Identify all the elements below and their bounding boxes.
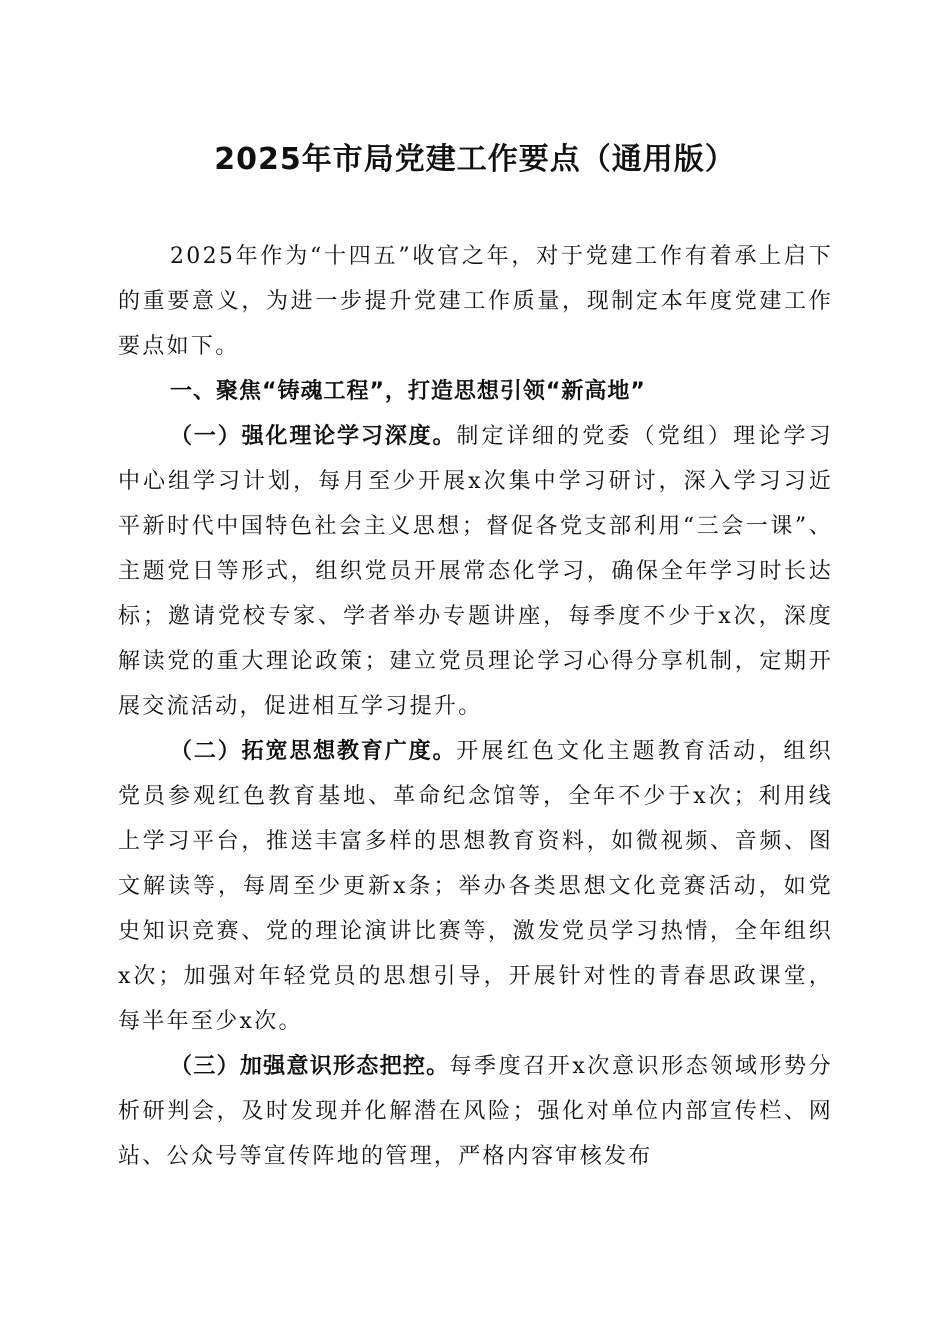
item-text: 制定详细的党委（党组）理论学习中心组学习计划，每月至少开展x次集中学习研讨，深入学习习近平新时代中国特色社会主义思想；督促各党支部利用“三会一课”、主题党日等形式，组织党员开展常态化学习，确保全年学习时长达标；邀请党校专家、学者举办专题讲座，每季度不少于x次，深度解读党的重大理论政策；建立党员理论学习心得分享机制，定期开展交流活动，促进相互学习提升。 (118, 424, 833, 719)
intro-paragraph: 2025年作为“十四五”收官之年，对于党建工作有着承上启下的重要意义，为进一步提升党建工作质量，现制定本年度党建工作要点如下。 (118, 244, 833, 359)
item-paragraph (118, 414, 833, 729)
document-title: 2025年市局党建工作要点（通用版） (214, 142, 736, 177)
item-lead: （一）强化理论学习深度。 (170, 424, 457, 449)
item-paragraph (118, 1044, 833, 1179)
section-heading: 一、聚焦“铸魂工程”，打造思想引领“新高地” (170, 379, 646, 404)
item-text: 开展红色文化主题教育活动，组织党员参观红色教育基地、革命纪念馆等，全年不少于x次；利用线上学习平台，推送丰富多样的思想教育资料，如微视频、音频、图文解读等，每周至少更新x条；举办各类思想文化竞赛活动，如党史知识竞赛、党的理论演讲比赛等，激发党员学习热情，全年组织x次；加强对年轻党员的思想引导，开展针对性的青春思政课堂，每半年至少x次。 (118, 739, 833, 1034)
item-lead: （二）拓宽思想教育广度。 (170, 739, 457, 764)
item-lead: （三）加强意识形态把控。 (170, 1054, 450, 1079)
item-text: 每季度召开x次意识形态领域形势分析研判会，及时发现并化解潜在风险；强化对单位内部宣传栏、网站、公众号等宣传阵地的管理，严格内容审核发布 (118, 1054, 833, 1169)
document-body (118, 234, 833, 1179)
item-paragraph (118, 729, 833, 1044)
